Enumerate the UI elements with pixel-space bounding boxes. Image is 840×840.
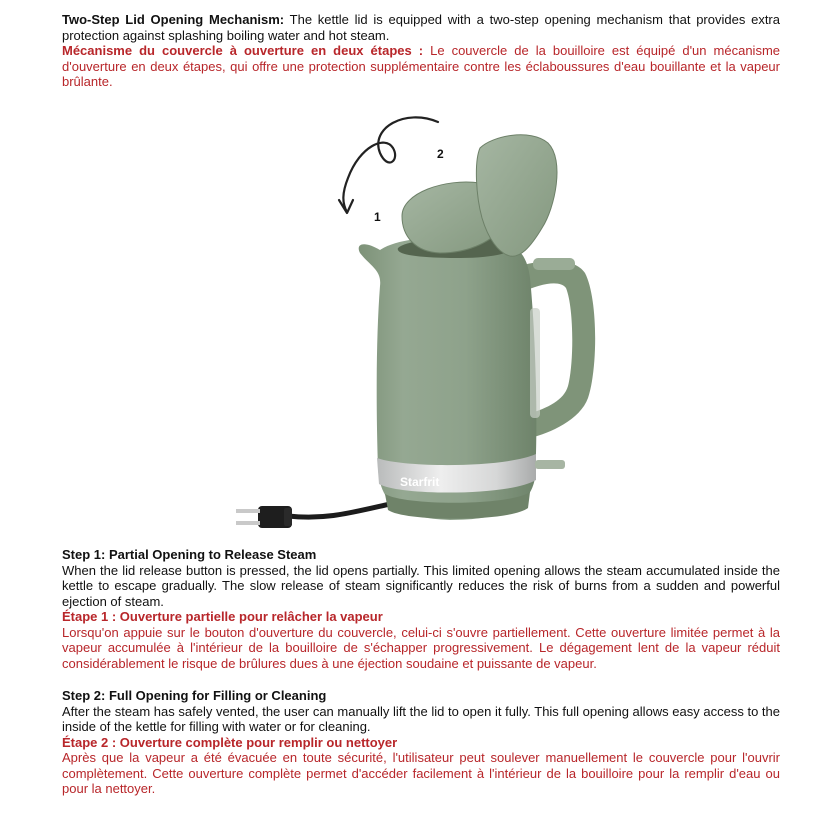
step1-en-text: When the lid release button is pressed, the lid opens partially. This limited opening allows the steam accumulated inside the kettle to escape gradually. The slow release of steam significantly reduces the risk of burns from a sudden and powerful ejection of steam. xyxy=(62,562,780,609)
step2-en-heading: Step 2: Full Opening for Filling or Cleaning xyxy=(62,688,327,703)
step1-fr-text: Lorsqu'on appuie sur le bouton d'ouverture du couvercle, celui-ci s'ouvre partiellement. Cette ouverture limitée permet à la vapeur accumulée à l'intérieur de la bouilloire de s'échapper progressivement. Le dégagement lent de la vapeur réduit considérablement le risque de brûlures dues à une éjection soudaine et puissante de vapeur. xyxy=(62,624,780,671)
brand-logo: Starfrit xyxy=(400,475,440,489)
step2-fr-text: Après que la vapeur a été évacuée en toute sécurité, l'utilisateur peut soulever manuellement le couvercle pour l'ouvrir complètement. Cette ouverture complète permet d'accéder facilement à l'intérieur de la bouilloire pour la remplir d'eau ou pour la nettoyer. xyxy=(62,750,780,796)
intro-en-text: The kettle lid is equipped with a two-step opening mechanism that provides extra protection against splashing boiling water and hot steam. xyxy=(62,12,780,43)
intro-en-paragraph xyxy=(62,12,780,43)
step2-fr xyxy=(62,735,780,797)
step2-en-text: After the steam has safely vented, the user can manually lift the lid to open it fully. This full opening allows easy access to the inside of the kettle for filling with water or for cleaning. xyxy=(62,703,780,734)
lid-release-button xyxy=(533,258,575,270)
step2-en xyxy=(62,688,780,735)
intro-fr-paragraph xyxy=(62,43,780,90)
step1-fr-heading: Étape 1 : Ouverture partielle pour relâcher la vapeur xyxy=(62,609,383,624)
intro-section xyxy=(62,12,780,90)
kettle-figure xyxy=(230,108,610,538)
step1-en xyxy=(62,547,780,609)
step1-en-heading: Step 1: Partial Opening to Release Steam xyxy=(62,547,317,562)
step1-section xyxy=(62,547,780,671)
step2-section xyxy=(62,688,780,797)
intro-fr-title: Mécanisme du couvercle à ouverture en deux étapes : xyxy=(62,43,424,58)
step-label-1: 1 xyxy=(374,210,381,224)
intro-en-title: Two-Step Lid Opening Mechanism: xyxy=(62,12,285,27)
step-label-2: 2 xyxy=(437,147,444,161)
step2-fr-heading: Étape 2 : Ouverture complète pour remplir ou nettoyer xyxy=(62,734,398,750)
intro-fr-text: Le couvercle de la bouilloire est équipé d'un mécanisme d'ouverture en deux étapes, qui offre une protection supplémentaire contre les éclaboussures d'eau bouillante et la vapeur brûlante. xyxy=(62,43,780,89)
step1-fr xyxy=(62,609,780,671)
